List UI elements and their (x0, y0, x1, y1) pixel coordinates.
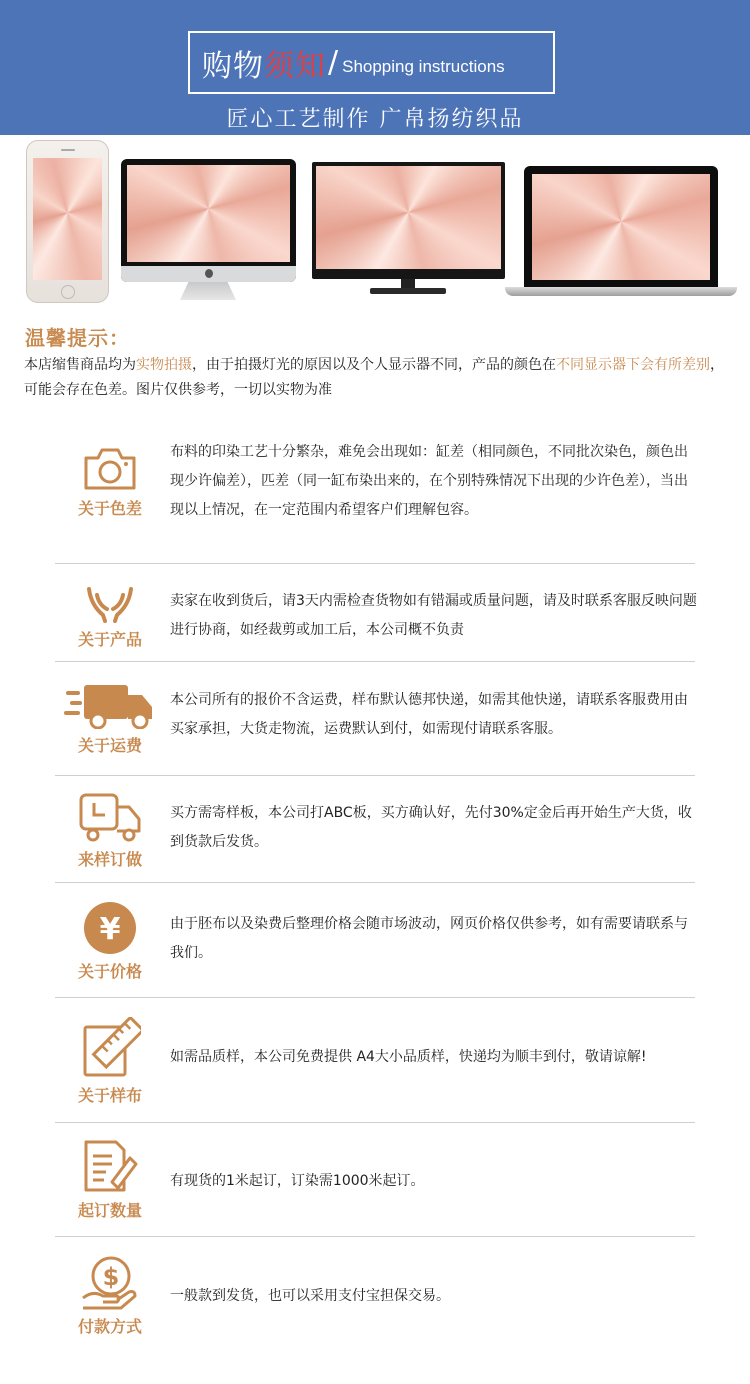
item-label: 关于产品 (77, 630, 142, 649)
truck-clock-icon (77, 791, 143, 843)
header-banner (0, 0, 750, 135)
header-title-en: Shopping instructions (342, 56, 505, 76)
info-row-price (55, 900, 695, 980)
info-row-shipping (55, 683, 695, 763)
divider (55, 1236, 695, 1237)
item-text: 卖家在收到货后，请3天内需检查货物如有错漏或质量问题，请及时联系客服反映问题进行协商，如经裁剪或加工后，本公司概不负责 (170, 593, 697, 638)
tips-title: 温馨提示： (25, 326, 130, 350)
phone-device-image (26, 140, 109, 303)
ruler-note-icon (79, 1017, 141, 1079)
info-row-minimum-order (55, 1138, 695, 1228)
imac-device-image (121, 159, 296, 282)
item-label: 关于价格 (77, 962, 142, 981)
item-text: 由于胚布以及染费后整理价格会随市场波动，网页价格仅供参考，如有需要请联系与我们。 (170, 916, 688, 961)
header-slash: / (328, 45, 339, 80)
laptop-device-image (524, 166, 718, 287)
hands-icon (85, 585, 135, 623)
camera-icon (82, 446, 138, 492)
info-row-custom-order (55, 793, 695, 873)
header-subtitle: 匠心工艺制作 广帛扬纺织品 (226, 107, 524, 132)
divider (55, 1122, 695, 1123)
device-display-strip (0, 135, 750, 310)
item-label: 关于运费 (77, 736, 142, 755)
item-label: 起订数量 (77, 1201, 142, 1220)
divider (55, 882, 695, 883)
item-text: 如需品质样，本公司免费提供 A4大小品质样，快递均为顺丰到付，敬请谅解! (170, 1049, 647, 1065)
divider (55, 775, 695, 776)
payment-hand-icon (81, 1254, 139, 1310)
info-row-product (55, 585, 695, 655)
item-label: 关于样布 (77, 1086, 142, 1105)
divider (55, 563, 695, 564)
yen-icon (83, 901, 137, 955)
item-text: 本公司所有的报价不含运费，样布默认德邦快递，如需其他快递，请联系客服费用由买家承担，大货走物流，运费默认到付，如需现付请联系客服。 (170, 692, 688, 737)
tips-text: 本店缩售商品均为实物拍摄，由于拍摄灯光的原因以及个人显示器不同，产品的颜色在不同显示器下会有所差别，可能会存在色差。图片仅供参考，一切以实物为准 (24, 357, 724, 398)
item-label: 来样订做 (77, 850, 142, 869)
svg-text:¥: ¥ (99, 912, 121, 947)
svg-text:$: $ (102, 1263, 120, 1291)
item-text: 布料的印染工艺十分繁杂，难免会出现如：缸差（相同颜色，不同批次染色，颜色出现少许偏差），匹差（同一缸布染出来的，在个别特殊情况下出现的少许色差），当出现以上情况，在一定范围内希望客户们理解包容。 (170, 444, 688, 518)
document-edit-icon (82, 1138, 138, 1194)
apple-logo-icon (205, 269, 213, 278)
info-row-payment (55, 1254, 695, 1344)
monitor-device-image (312, 162, 505, 279)
divider (55, 661, 695, 662)
header-title: 购物须知 (202, 48, 326, 84)
info-row-sample (55, 1017, 695, 1107)
delivery-truck-icon (64, 683, 156, 729)
item-label: 关于色差 (77, 499, 142, 518)
item-text: 买方需寄样板，本公司打ABC板，买方确认好，先付30%定金后再开始生产大货，收到货款后发货。 (170, 805, 692, 850)
header-title-box (188, 31, 555, 94)
info-row-color-difference (55, 438, 695, 548)
item-text: 有现货的1米起订，订染需1000米起订。 (170, 1173, 425, 1189)
item-text: 一般款到发货，也可以采用支付宝担保交易。 (170, 1288, 450, 1304)
item-label: 付款方式 (77, 1317, 142, 1336)
divider (55, 997, 695, 998)
